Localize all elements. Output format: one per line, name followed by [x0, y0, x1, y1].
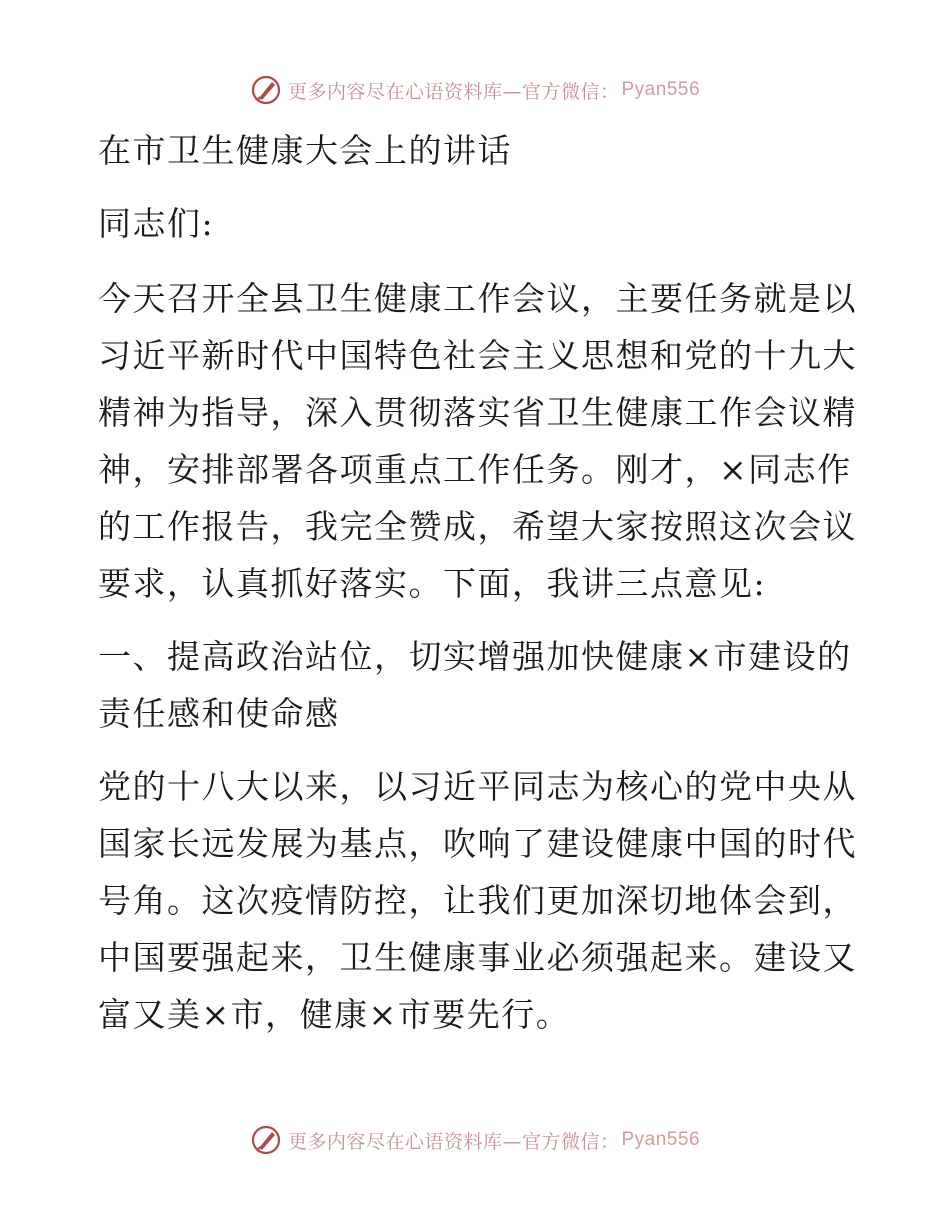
quill-logo-icon [250, 74, 282, 106]
document-body [98, 122, 858, 1043]
watermark-text: 更多内容尽在心语资料库—官方微信： [287, 80, 620, 103]
paragraph-intro: 今天召开全县卫生健康工作会议，主要任务就是以习近平新时代中国特色社会主义思想和党的十九大精神为指导，深入贯彻落实省卫生健康工作会议精神，安排部署各项重点工作任务。刚才，×同志作的工作报告，我完全赞成，希望大家按照这次会议要求，认真抓好落实。下面，我讲三点意见: [98, 279, 857, 603]
watermark-account: Pyan556 [621, 79, 701, 100]
salutation: 同志们: [98, 204, 215, 243]
paragraph-section-1: 党的十八大以来，以习近平同志为核心的党中央从国家长远发展为基点，吹响了建设健康中国的时代号角。这次疫情防控，让我们更加深切地体会到，中国要强起来，卫生健康事业必须强起来。建设又富又美×市，健康×市要先行。 [98, 767, 857, 1034]
section-heading-1: 一、提高政治站位，切实增强加快健康×市建设的责任感和使命感 [98, 637, 852, 733]
footer-watermark [0, 1120, 950, 1160]
quill-logo-icon [250, 1124, 282, 1156]
document-title: 在市卫生健康大会上的讲话 [98, 131, 512, 170]
watermark-text: 更多内容尽在心语资料库—官方微信： [287, 1130, 620, 1153]
header-watermark [0, 70, 950, 110]
watermark-account: Pyan556 [621, 1129, 701, 1150]
